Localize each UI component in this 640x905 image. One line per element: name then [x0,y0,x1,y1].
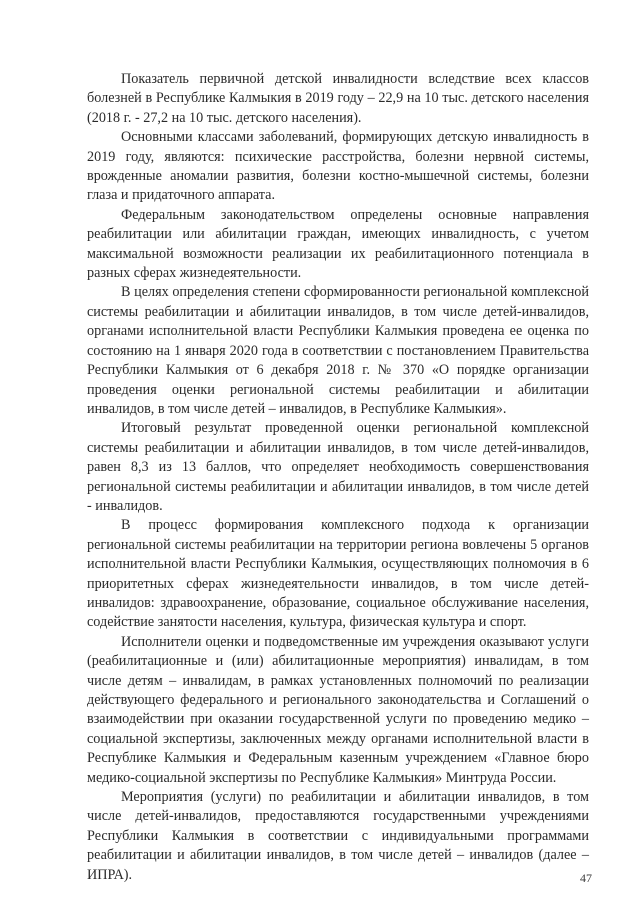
paragraph: В процесс формирования комплексного подхода к организации региональной системы реабилитации на территории региона вовлечены 5 органов исполнительной власти Республики Калмыкия, осуществляющих полномочия в 6 приоритетных сферах жизнедеятельности инвалидов, в том числе детей-инвалидов: здравоохранение, образование, социальное обслуживание населения, содействие занятости населения, культура, физическая культура и спорт. [87,517,589,631]
paragraph: Итоговый результат проведенной оценки региональной комплексной системы реабилитации и абилитации инвалидов, в том числе детей-инвалидов, равен 8,3 из 13 баллов, что определяет необходимость совершенствования региональной системы реабилитации и абилитации инвалидов, в том числе детей - инвалидов. [87,420,589,514]
paragraph: В целях определения степени сформированности региональной комплексной системы реабилитации и абилитации инвалидов, в том числе детей-инвалидов, органами исполнительной власти Республики Калмыкия проведена ее оценка по состоянию на 1 января 2020 года в соответствии с постановлением Правительства Республики Калмыкия от 6 декабря 2018 г. № 370 «О порядке организации проведения оценки региональной системы реабилитации и абилитации инвалидов, в том числе детей – инвалидов, в Республике Калмыкия». [87,284,589,417]
paragraph: Мероприятия (услуги) по реабилитации и абилитации инвалидов, в том числе детей-инвалидов, предоставляются государственными учреждениями Республики Калмыкия в соответствии с индивидуальными программами реабилитации и абилитации инвалидов, в том числе детей – инвалидов (далее – ИПРА). [87,789,589,883]
paragraph: Исполнители оценки и подведомственные им учреждения оказывают услуги (реабилитационные и (или) абилитационные мероприятия) инвалидам, в том числе детям – инвалидам, в рамках установленных полномочий по реализации действующего федерального и регионального законодательства и Соглашений о взаимодействии при оказании государственной услуги по проведению медико – социальной экспертизы, заключенных между органами исполнительной власти в Республике Калмыкия и Федеральным казенным учреждением «Главное бюро медико-социальной экспертизы по Республике Калмыкия» Минтруда России. [87,633,589,786]
page-number: 47 [580,871,592,885]
paragraph: Основными классами заболеваний, формирующих детскую инвалидность в 2019 году, являются: психические расстройства, болезни нервной системы, врожденные аномалии развития, болезни костно-мышечной системы, болезни глаза и придаточного аппарата. [87,129,589,204]
document-body [87,70,589,885]
paragraph: Федеральным законодательством определены основные направления реабилитации или абилитации граждан, имеющих инвалидность, с учетом максимальной возможности реализации их реабилитационного потенциала в разных сферах жизнедеятельности. [87,206,589,282]
paragraph: Показатель первичной детской инвалидности вследствие всех классов болезней в Республике Калмыкия в 2019 году – 22,9 на 10 тыс. детского населения (2018 г. - 27,2 на 10 тыс. детского населения). [87,71,589,126]
